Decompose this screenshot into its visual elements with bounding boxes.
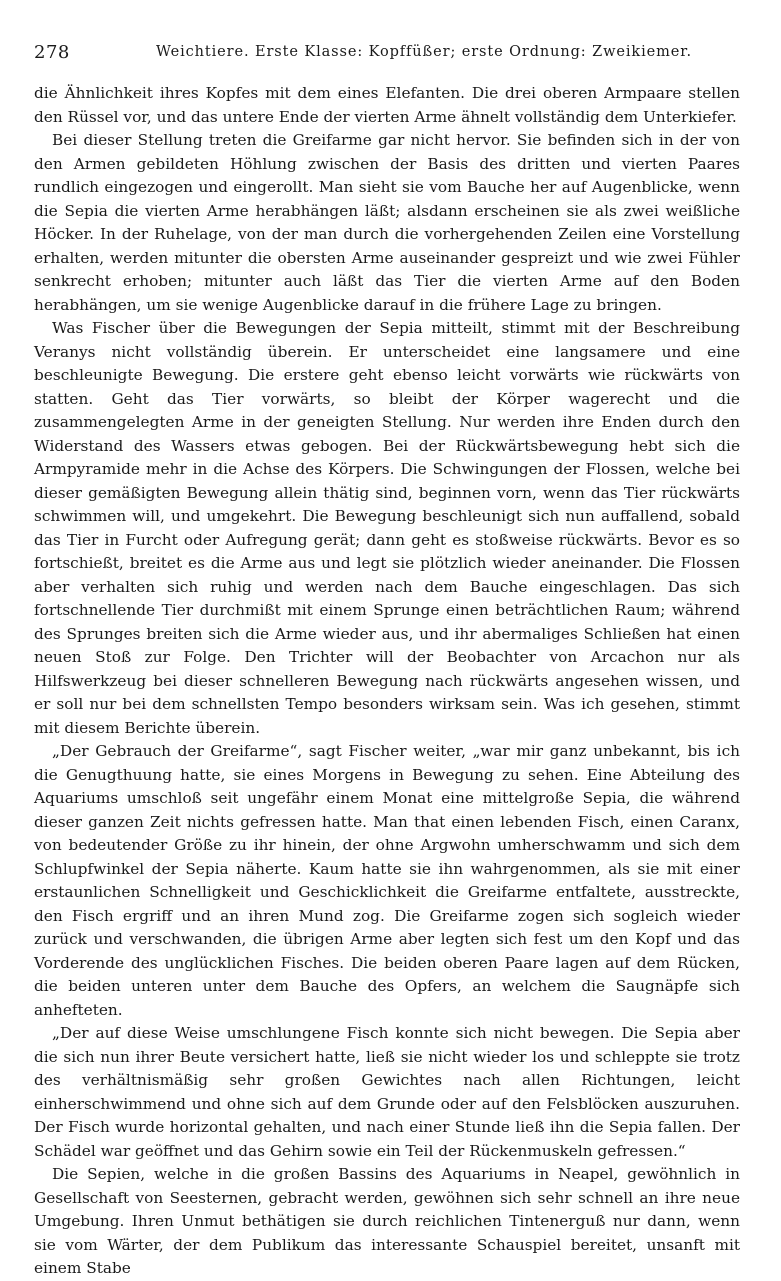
running-head [34, 38, 740, 68]
page-number: 278 [34, 42, 70, 63]
paragraph: Bei dieser Stellung treten die Greifarme gar nicht hervor. Sie befinden sich in der von den Armen gebildeten Höhlung zwischen der Basis des dritten und vierten Paares rundlich eingezogen und eingerollt. Man sieht sie vom Bauche her auf Augenblicke, wenn die Sepia die vierten Arme herabhängen läßt; alsdann erscheinen sie als zwei weißliche Höcker. In der Ruhelage, von der man durch die vorhergehenden Zeilen eine Vorstellung erhalten, werden mitunter die obersten Arme auseinander gespreizt und wie zwei Fühler senkrecht erhoben; mitunter auch läßt das Tier die vierten Arme auf den Boden herabhängen, um sie wenige Augenblicke darauf in die frühere Lage zu bringen. [34, 131, 740, 314]
running-title: Weichtiere. Erste Klasse: Kopffüßer; erste Ordnung: Zweikiemer. [156, 44, 692, 60]
paragraph: „Der auf diese Weise umschlungene Fisch konnte sich nicht bewegen. Die Sepia aber die sich nun ihrer Beute versichert hatte, ließ sie nicht wieder los und schleppte sie trotz des verhältnismäßig sehr großen Gewichtes nach allen Richtungen, leicht einherschwimmend und ohne sich auf dem Grunde oder auf den Felsblöcken auszuruhen. Der Fisch wurde horizontal gehalten, und nach einer Stunde ließ ihn die Sepia fallen. Der Schädel war geöffnet und das Gehirn sowie ein Teil der Rückenmuskeln gefressen.“ [34, 1024, 740, 1160]
paragraph: die Ähnlichkeit ihres Kopfes mit dem eines Elefanten. Die drei oberen Armpaare stellen den Rüssel vor, und das untere Ende der vierten Arme ähnelt vollständig dem Unterkiefer. [34, 84, 740, 126]
paragraph: Die Sepien, welche in die großen Bassins des Aquariums in Neapel, gewöhnlich in Gesellschaft von Seesternen, gebracht werden, gewöhnen sich sehr schnell an ihre neue Umgebung. Ihren Unmut bethätigen sie durch reichlichen Tintenerguß nur dann, wenn sie vom Wärter, der dem Publikum das interessante Schauspiel bereitet, unsanft mit einem Stabe [34, 1165, 740, 1277]
paragraph: „Der Gebrauch der Greifarme“, sagt Fischer weiter, „war mir ganz unbekannt, bis ich die Genugthuung hatte, sie eines Morgens in Bewegung zu sehen. Eine Abteilung des Aquariums umschloß seit ungefähr einem Monat eine mittelgroße Sepia, die während dieser ganzen Zeit nichts gefressen hatte. Man that einen lebenden Fisch, einen Caranx, von bedeutender Größe zu ihr hinein, der ohne Argwohn umherschwamm und sich dem Schlupfwinkel der Sepia näherte. Kaum hatte sie ihn wahrgenommen, als sie mit einer erstaunlichen Schnelligkeit und Geschicklichkeit die Greifarme entfaltete, ausstreckte, den Fisch ergriff und an ihren Mund zog. Die Greifarme zogen sich sogleich wieder zurück und verschwanden, die übrigen Arme aber legten sich fest um den Kopf und das Vorderende des unglücklichen Fisches. Die beiden oberen Paare lagen auf dem Rücken, die beiden unteren unter dem Bauche des Opfers, an welchem die Saugnäpfe sich anhefteten. [34, 742, 740, 1019]
book-page [34, 38, 740, 1281]
paragraph: Was Fischer über die Bewegungen der Sepia mitteilt, stimmt mit der Beschreibung Veranys nicht vollständig überein. Er unterscheidet eine langsamere und eine beschleunigte Bewegung. Die erstere geht ebenso leicht vorwärts wie rückwärts von statten. Geht das Tier vorwärts, so bleibt der Körper wagerecht und die zusammengelegten Arme in der geneigten Stellung. Nur werden ihre Enden durch den Widerstand des Wassers etwas gebogen. Bei der Rückwärtsbewegung hebt sich die Armpyramide mehr in die Achse des Körpers. Die Schwingungen der Flossen, welche bei dieser gemäßigten Bewegung allein thätig sind, beginnen vorn, wenn das Tier rückwärts schwimmen will, und umgekehrt. Die Bewegung beschleunigt sich nun auffallend, sobald das Tier in Furcht oder Aufregung gerät; dann geht es stoßweise rückwärts. Bevor es so fortschießt, breitet es die Arme aus und legt sie plötzlich wieder aneinander. Die Flossen aber verhalten sich ruhig und werden nach dem Bauche eingeschlagen. Das sich fortschnellende Tier durchmißt mit einem Sprunge einen beträchtlichen Raum; während des Sprunges breiten sich die Arme wieder aus, und ihr abermaliges Schließen hat einen neuen Stoß zur Folge. Den Trichter will der Beobachter von Arcachon nur als Hilfswerkzeug bei dieser schnelleren Bewegung nach rückwärts angesehen wissen, und er soll nur bei dem schnellsten Tempo besonders wirksam sein. Was ich gesehen, stimmt mit diesem Berichte überein. [34, 319, 740, 737]
body-text [34, 82, 740, 1281]
